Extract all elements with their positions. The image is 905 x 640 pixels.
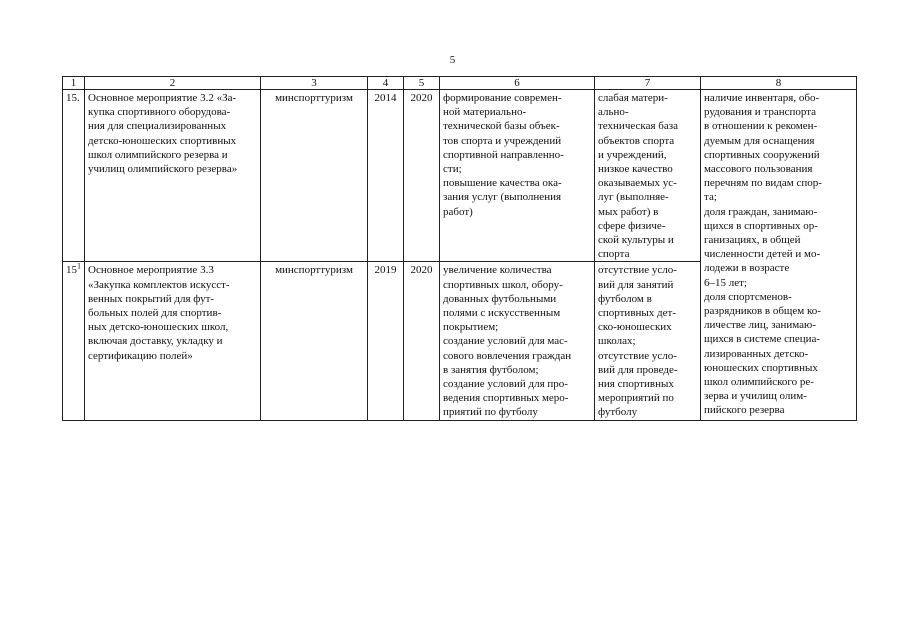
- column-number: 5: [404, 77, 440, 90]
- text-line: щихся в системе специа-: [704, 333, 821, 346]
- text-line: ведения спортивных меро-: [443, 392, 569, 405]
- text-line: сертификацию полей»: [88, 349, 193, 362]
- text-line: формирование современ-: [443, 92, 562, 104]
- text-line: футболом в: [598, 292, 652, 305]
- column-number: 7: [595, 77, 701, 90]
- text-line: Основное мероприятие 3.3: [88, 264, 214, 277]
- text-line: спортивных дет-: [598, 307, 676, 320]
- column-number-row: [63, 77, 857, 90]
- column-number: 8: [701, 77, 857, 90]
- text-line: лодежи в возрасте: [704, 262, 790, 275]
- end-year-cell: 2020: [404, 90, 440, 262]
- text-line: мероприятий по: [598, 392, 674, 405]
- text-line: повышение качества ока-: [443, 177, 562, 190]
- text-line: увеличение количества: [443, 264, 552, 277]
- text-line: «Закупка комплектов искусст-: [88, 278, 230, 291]
- consequences-cell: [595, 90, 701, 262]
- text-line: слабая матери-: [598, 92, 668, 104]
- text-line: ния спортивных: [598, 378, 674, 391]
- text-line: школ олимпийского резерва и: [88, 148, 228, 161]
- text-line: детско-юношеских спортивных: [88, 134, 237, 147]
- text-line: оказываемых ус-: [598, 177, 677, 190]
- text-line: сового вовлечения граждан: [443, 349, 572, 362]
- text-line: в занятия футболом;: [443, 363, 539, 376]
- text-line: венных покрытий для фут-: [88, 292, 215, 305]
- text-line: личестве лиц, занимаю-: [704, 319, 816, 332]
- text-line: ных детско-юношеских школ,: [88, 321, 229, 334]
- text-line: пийского резерва: [704, 404, 785, 417]
- text-line: спортивных сооружений: [704, 148, 820, 161]
- text-line: сти;: [443, 163, 462, 176]
- text-line: перечням по видам спор-: [704, 177, 822, 190]
- expected-results-cell: [440, 90, 595, 262]
- column-number: 3: [261, 77, 368, 90]
- text-line: спорта: [598, 248, 630, 261]
- end-year-cell: 2020: [404, 262, 440, 420]
- text-line: техническая база: [598, 120, 678, 133]
- text-line: больных полей для спортив-: [88, 307, 222, 320]
- text-line: дованных футбольными: [443, 292, 557, 305]
- text-line: создание условий для мас-: [443, 335, 568, 348]
- text-line: рудования и транспорта: [704, 106, 817, 119]
- text-line: покрытием;: [443, 321, 499, 334]
- text-line: щихся в спортивных ор-: [704, 219, 818, 232]
- text-line: ально-: [598, 106, 629, 119]
- row-number: $15^1$: [63, 262, 85, 420]
- text-line: училищ олимпийского резерва»: [88, 163, 238, 176]
- text-line: разрядников в общем ко-: [704, 305, 821, 318]
- text-line: лизированных детско-: [704, 347, 809, 360]
- text-line: включая доставку, укладку и: [88, 335, 223, 348]
- text-line: приятий по футболу: [443, 406, 538, 419]
- column-number: 1: [63, 77, 85, 90]
- text-line: 6–15 лет;: [704, 276, 747, 289]
- text-line: спортивных школ, обору-: [443, 278, 563, 291]
- text-line: ганизациях, в общей: [704, 234, 801, 247]
- column-number: 4: [368, 77, 404, 90]
- text-line: отсутствие усло-: [598, 349, 677, 362]
- text-line: объектов спорта: [598, 134, 675, 147]
- start-year-cell: 2014: [368, 90, 404, 262]
- text-line: ния для специализированных: [88, 120, 227, 133]
- consequences-cell: [595, 262, 701, 420]
- text-line: тов спорта и учреждений: [443, 134, 562, 147]
- measure-name-cell: [85, 90, 261, 262]
- text-line: доля граждан, занимаю-: [704, 205, 818, 218]
- text-line: доля спортсменов-: [704, 290, 792, 303]
- text-line: футболу: [598, 406, 638, 419]
- expected-results-cell: [440, 262, 595, 420]
- text-line: технической базы объек-: [443, 120, 560, 133]
- text-line: вий для занятий: [598, 278, 674, 291]
- text-line: численности детей и мо-: [704, 248, 821, 261]
- text-line: вий для проведе-: [598, 363, 678, 376]
- executor-cell: минспорттуризм: [261, 90, 368, 262]
- text-line: мых работ) в: [598, 205, 659, 218]
- column-number: 6: [440, 77, 595, 90]
- executor-cell: минспорттуризм: [261, 262, 368, 420]
- text-line: ско-юношеских: [598, 321, 672, 334]
- page-number: 5: [449, 54, 456, 66]
- text-line: зерва и училищ олим-: [704, 390, 807, 403]
- text-line: дуемым для оснащения: [704, 134, 815, 147]
- table-row: [63, 90, 857, 262]
- row-number: 15.: [63, 90, 85, 262]
- text-line: Основное мероприятие 3.2 «За-: [88, 92, 237, 104]
- text-line: луг (выполняе-: [598, 191, 669, 204]
- text-line: массового пользования: [704, 163, 813, 176]
- text-line: ной материально-: [443, 106, 527, 119]
- text-line: ской культуры и: [598, 234, 674, 247]
- text-line: сфере физиче-: [598, 219, 666, 232]
- program-measures-table: [62, 76, 857, 421]
- text-line: наличие инвентаря, обо-: [704, 92, 820, 104]
- text-line: та;: [704, 191, 717, 204]
- measure-name-cell: [85, 262, 261, 420]
- text-line: в отношении к рекомен-: [704, 120, 818, 133]
- text-line: и учреждений,: [598, 148, 667, 161]
- text-line: отсутствие усло-: [598, 264, 677, 277]
- text-line: полями с искусственным: [443, 307, 561, 320]
- text-line: школ олимпийского ре-: [704, 376, 814, 389]
- column-number: 2: [85, 77, 261, 90]
- text-line: купка спортивного оборудова-: [88, 106, 231, 119]
- text-line: спортивной направленно-: [443, 148, 564, 161]
- text-line: школах;: [598, 335, 636, 348]
- text-line: работ): [443, 205, 473, 218]
- text-line: создание условий для про-: [443, 378, 568, 391]
- text-line: низкое качество: [598, 163, 673, 176]
- indicators-cell: [701, 90, 857, 421]
- text-line: юношеских спортивных: [704, 361, 818, 374]
- text-line: зания услуг (выполнения: [443, 191, 562, 204]
- start-year-cell: 2019: [368, 262, 404, 420]
